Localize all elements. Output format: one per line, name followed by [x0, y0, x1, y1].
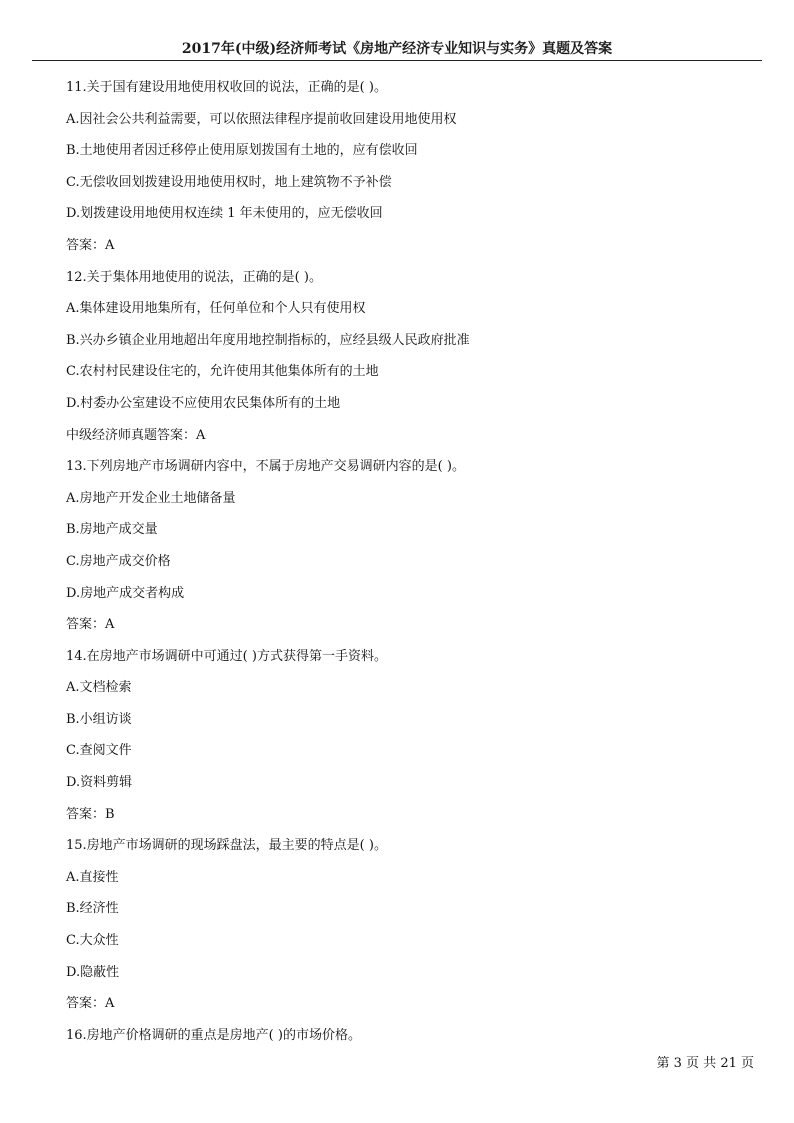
- page-header-title: 2017年(中级)经济师考试《房地产经济专业知识与实务》真题及答案: [181, 41, 613, 57]
- answer: 答案：A: [66, 996, 115, 1012]
- question-list: [66, 72, 756, 1051]
- option-d: D.隐蔽性: [66, 964, 120, 980]
- option-b: B.经济性: [66, 901, 119, 917]
- option-a: A.直接性: [66, 869, 119, 885]
- page-number: 第 3 页 共 21 页: [656, 1056, 754, 1071]
- answer: 中级经济师真题答案：A: [66, 427, 206, 443]
- option-c: C.房地产成交价格: [66, 553, 171, 569]
- option-c: C.查阅文件: [66, 743, 132, 759]
- answer: 答案：A: [66, 617, 115, 633]
- option-b: B.小组访谈: [66, 711, 132, 727]
- answer: 答案：A: [66, 237, 115, 253]
- answer: 答案：B: [66, 806, 115, 822]
- option-b: B.房地产成交量: [66, 522, 158, 538]
- option-a: A.因社会公共利益需要，可以依照法律程序提前收回建设用地使用权: [66, 111, 457, 127]
- option-a: A.房地产开发企业土地储备量: [66, 490, 236, 506]
- option-d: D.划拨建设用地使用权连续 1 年未使用的，应无偿收回: [66, 206, 383, 222]
- option-c: C.农村村民建设住宅的，允许使用其他集体所有的土地: [66, 364, 379, 380]
- question-stem: 11.关于国有建设用地使用权收回的说法，正确的是( )。: [66, 80, 387, 95]
- option-d: D.资料剪辑: [66, 775, 133, 791]
- question-stem: 13.下列房地产市场调研内容中，不属于房地产交易调研内容的是( )。: [66, 459, 465, 475]
- option-c: C.无偿收回划拨建设用地使用权时，地上建筑物不予补偿: [66, 174, 392, 190]
- header-divider: [32, 60, 762, 61]
- question-stem: 16.房地产价格调研的重点是房地产( )的市场价格。: [66, 1027, 361, 1043]
- option-c: C.大众性: [66, 933, 119, 949]
- option-d: D.村委办公室建设不应使用农民集体所有的土地: [66, 395, 341, 411]
- question-stem: 15.房地产市场调研的现场踩盘法，最主要的特点是( )。: [66, 838, 387, 854]
- question-stem: 12.关于集体用地使用的说法，正确的是( )。: [66, 269, 322, 285]
- option-d: D.房地产成交者构成: [66, 585, 185, 601]
- option-b: B.兴办乡镇企业用地超出年度用地控制指标的，应经县级人民政府批准: [66, 332, 470, 348]
- option-a: A.集体建设用地集所有，任何单位和个人只有使用权: [66, 301, 366, 317]
- option-b: B.土地使用者因迁移停止使用原划拨国有土地的，应有偿收回: [66, 143, 418, 159]
- question-stem: 14.在房地产市场调研中可通过( )方式获得第一手资料。: [66, 648, 387, 664]
- option-a: A.文档检索: [66, 680, 132, 696]
